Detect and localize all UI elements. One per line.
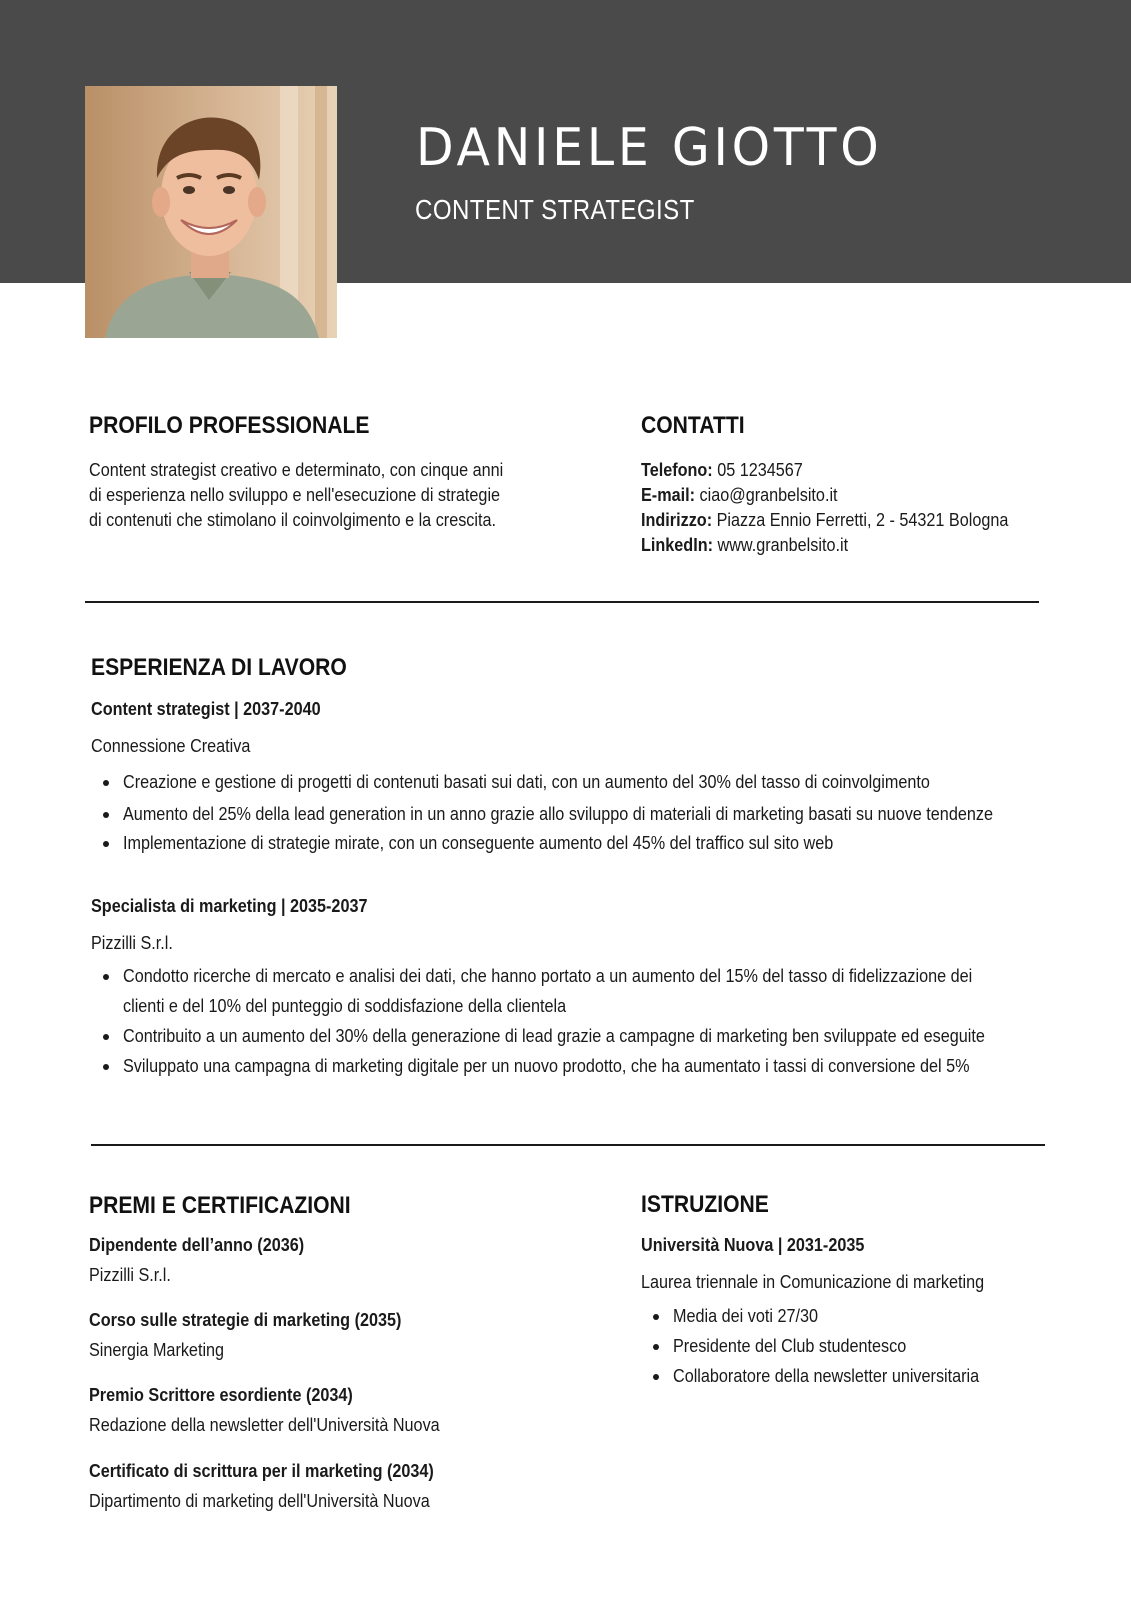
section-divider bbox=[85, 601, 1039, 603]
contact-linkedin-value: www.granbelsito.it bbox=[717, 535, 849, 555]
job-bullet: Aumento del 25% della lead generation in un anno grazie allo sviluppo di materiali di marketing basati su nuove tendenze bbox=[91, 803, 1090, 832]
contacts-section-title: CONTATTI bbox=[641, 412, 745, 439]
profile-summary-line: Content strategist creativo e determinato, con cinque anni bbox=[89, 460, 504, 480]
award-org: Sinergia Marketing bbox=[89, 1340, 225, 1360]
education-bullet: Presidente del Club studentesco bbox=[641, 1335, 1013, 1365]
award-name: Certificato di scrittura per il marketing (2034) bbox=[89, 1461, 434, 1481]
candidate-name: DANIELE GIOTTO bbox=[416, 118, 883, 178]
job-bullet: Implementazione di strategie mirate, con un conseguente aumento del 45% del traffico sul sito web bbox=[91, 832, 1090, 864]
contact-email bbox=[641, 483, 838, 508]
job-bullet: Condotto ricerche di mercato e analisi dei dati, che hanno portato a un aumento del 15% del tasso di fidelizzazione dei bbox=[91, 965, 1081, 995]
education-bullet: Media dei voti 27/30 bbox=[641, 1305, 1013, 1335]
contact-email-label: E-mail: bbox=[641, 485, 696, 505]
contact-phone-label: Telefono: bbox=[641, 460, 713, 480]
award-org: Redazione della newsletter dell'Università Nuova bbox=[89, 1415, 440, 1435]
education-degree: Laurea triennale in Comunicazione di marketing bbox=[641, 1272, 985, 1292]
job-bullet: Sviluppato una campagna di marketing digitale per un nuovo prodotto, che ha aumentato i tassi di conversione del 5% bbox=[91, 1055, 1081, 1085]
award-org: Pizzilli S.r.l. bbox=[89, 1265, 171, 1285]
profile-section-title: PROFILO PROFESSIONALE bbox=[89, 412, 370, 439]
award-org: Dipartimento di marketing dell'Università Nuova bbox=[89, 1491, 430, 1511]
education-section-title: ISTRUZIONE bbox=[641, 1191, 769, 1218]
contact-email-value: ciao@granbelsito.it bbox=[699, 485, 838, 505]
job-company: Pizzilli S.r.l. bbox=[91, 933, 173, 953]
contact-phone-value: 05 1234567 bbox=[717, 460, 803, 480]
experience-section-title: ESPERIENZA DI LAVORO bbox=[91, 654, 347, 681]
education-school: Università Nuova | 2031-2035 bbox=[641, 1235, 865, 1255]
contact-linkedin-label: LinkedIn: bbox=[641, 535, 713, 555]
contact-linkedin bbox=[641, 533, 848, 558]
job-bullet-list bbox=[91, 965, 1081, 1085]
job-bullet: Contribuito a un aumento del 30% della generazione di lead grazie a campagne di marketing ben sviluppate ed eseguite bbox=[91, 1025, 1081, 1055]
contact-address bbox=[641, 508, 1008, 533]
education-bullet: Collaboratore della newsletter universitaria bbox=[641, 1365, 1013, 1395]
contact-address-label: Indirizzo: bbox=[641, 510, 713, 530]
candidate-job-title: CONTENT STRATEGIST bbox=[415, 194, 695, 225]
education-bullet-list bbox=[641, 1305, 1013, 1395]
job-bullet-continuation: clienti e del 10% del punteggio di soddisfazione della clientela bbox=[123, 996, 567, 1016]
contact-phone bbox=[641, 458, 803, 483]
section-divider bbox=[91, 1144, 1045, 1146]
award-name: Dipendente dell’anno (2036) bbox=[89, 1235, 305, 1255]
award-name: Premio Scrittore esordiente (2034) bbox=[89, 1385, 353, 1405]
profile-photo bbox=[85, 86, 337, 338]
awards-section-title: PREMI E CERTIFICAZIONI bbox=[89, 1192, 351, 1219]
contact-address-value: Piazza Ennio Ferretti, 2 - 54321 Bologna bbox=[716, 510, 1009, 530]
job-bullet-list bbox=[91, 771, 1090, 864]
job-role: Specialista di marketing | 2035-2037 bbox=[91, 896, 368, 916]
profile-summary-line: di contenuti che stimolano il coinvolgimento e la crescita. bbox=[89, 510, 497, 530]
job-bullet: Creazione e gestione di progetti di contenuti basati sui dati, con un aumento del 30% del tasso di coinvolgimento bbox=[91, 771, 1090, 803]
job-role: Content strategist | 2037-2040 bbox=[91, 699, 321, 719]
profile-photo-image bbox=[85, 86, 337, 338]
profile-summary-line: di esperienza nello sviluppo e nell'esecuzione di strategie bbox=[89, 485, 501, 505]
job-company: Connessione Creativa bbox=[91, 736, 251, 756]
award-name: Corso sulle strategie di marketing (2035) bbox=[89, 1310, 402, 1330]
